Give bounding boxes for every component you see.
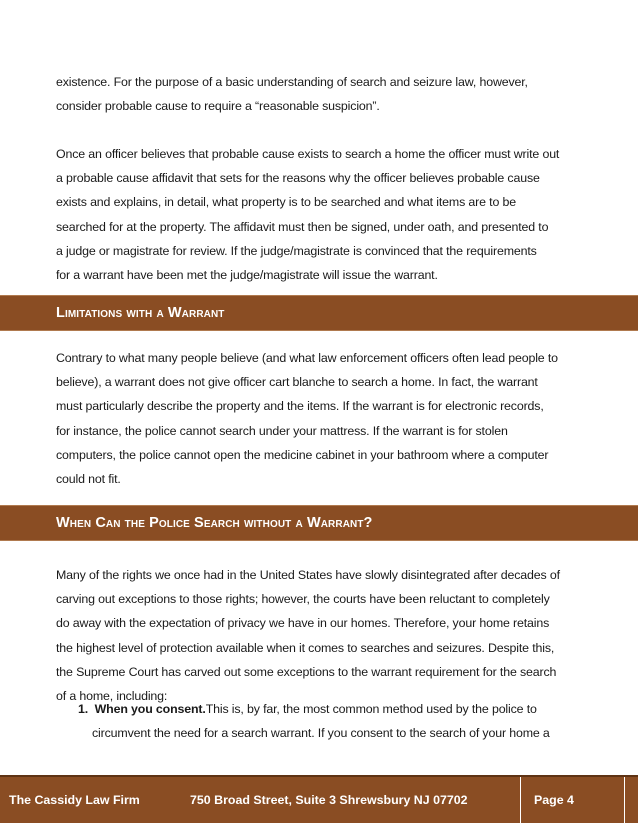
text-line: of a home, including:: [56, 689, 168, 704]
limitations-paragraph: [56, 346, 601, 491]
text-line: exists and explains, in detail, what property is to be searched and what items are to be: [56, 195, 516, 210]
intro-paragraph: [56, 70, 601, 118]
section-heading-without-warrant: When Can the Police Search without a Warrant?: [56, 515, 373, 531]
text-line: for instance, the police cannot search under your mattress. If the warrant is for stolen: [56, 423, 508, 438]
section-heading-band: [0, 505, 638, 541]
text-line: Contrary to what many people believe (and what law enforcement officers often lead people to: [56, 351, 558, 365]
affidavit-paragraph: [56, 142, 601, 287]
text-line: consider probable cause to require a “reasonable suspicion”.: [56, 99, 380, 114]
footer-divider: [520, 777, 521, 823]
section-heading-limitations: Limitations with a Warrant: [56, 305, 225, 321]
text-line: searched for at the property. The affidavit must then be signed, under oath, and presented to: [56, 219, 549, 234]
footer-address: 750 Broad Street, Suite 3 Shrewsbury NJ 07702: [190, 793, 468, 807]
list-item: [78, 697, 608, 745]
text-line: a probable cause affidavit that sets for the reasons why the officer believes probable cause: [56, 171, 540, 186]
footer-page-number: Page 4: [534, 793, 574, 807]
text-line: Many of the rights we once had in the United States have slowly disintegrated after decades of: [56, 568, 560, 582]
without-warrant-paragraph: [56, 563, 601, 708]
list-number: 1.: [78, 702, 89, 716]
list-item-text: This is, by far, the most common method used by the police to: [205, 702, 537, 716]
text-line: Once an officer believes that probable cause exists to search a home the officer must write out: [56, 147, 560, 161]
section-heading-band: [0, 295, 638, 331]
list-item-first-line: [78, 697, 608, 721]
text-line: a judge or magistrate for review. If the judge/magistrate is convinced that the requirements: [56, 243, 537, 258]
text-line: could not fit.: [56, 472, 121, 487]
text-line: the Supreme Court has carved out some exceptions to the warrant requirement for the search: [56, 664, 557, 679]
text-line: for a warrant have been met the judge/magistrate will issue the warrant.: [56, 268, 438, 283]
footer-firm-name: The Cassidy Law Firm: [9, 793, 140, 807]
text-line: believe), a warrant does not give officer cart blanche to search a home. In fact, the warrant: [56, 375, 538, 390]
text-line: the highest level of protection available when it comes to searches and seizures. Despite this,: [56, 640, 555, 655]
text-line: do away with the expectation of privacy we have in our homes. Therefore, your home retains: [56, 616, 550, 631]
list-item-continuation: circumvent the need for a search warrant. If you consent to the search of your home a: [92, 726, 550, 741]
text-line: carving out exceptions to those rights; however, the courts have been reluctant to completely: [56, 592, 550, 607]
page-footer: [0, 775, 638, 823]
list-item-lead: When you consent.: [94, 702, 206, 716]
text-line: computers, the police cannot open the medicine cabinet in your bathroom where a computer: [56, 447, 549, 462]
footer-divider: [624, 777, 625, 823]
text-line: existence. For the purpose of a basic understanding of search and seizure law, however,: [56, 75, 528, 89]
text-line: must particularly describe the property and the items. If the warrant is for electronic records,: [56, 399, 544, 414]
